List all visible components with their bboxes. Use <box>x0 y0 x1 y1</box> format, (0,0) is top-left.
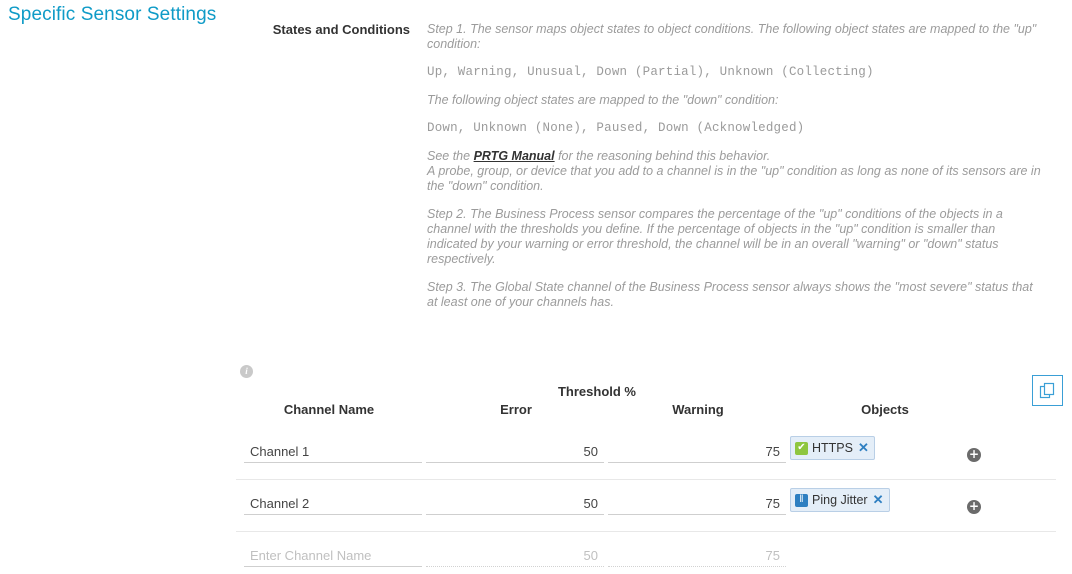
error-threshold-input[interactable] <box>426 494 604 515</box>
table-row <box>236 480 1056 532</box>
copy-icon <box>1039 382 1056 399</box>
threshold-column-group-header: Threshold % <box>557 384 636 399</box>
manual-prefix: See the <box>427 149 474 163</box>
table-row-new <box>236 532 1056 574</box>
help-text-block <box>427 22 1043 323</box>
copy-button[interactable] <box>1032 375 1063 406</box>
warning-threshold-input[interactable] <box>608 442 786 463</box>
object-chip-label: Ping Jitter <box>812 493 868 507</box>
help-manual-note: A probe, group, or device that you add to a channel is in the "up" condition as long as none of its sensors are in the "down" condition. <box>427 164 1041 193</box>
new-warning-threshold-input[interactable] <box>608 546 786 567</box>
add-object-button[interactable]: + <box>968 499 980 513</box>
help-step2: Step 2. The Business Process sensor compares the percentage of the "up" conditions of the objects in a channel with the thresholds you define. If the percentage of objects in the "up" condition is smaller than indicated by your warning or error threshold, the channel will be in an overall "warning" or "down" status respectively. <box>427 207 1003 266</box>
add-object-button[interactable]: + <box>968 447 980 461</box>
prtg-manual-link[interactable]: PRTG Manual <box>473 149 555 163</box>
error-threshold-input[interactable] <box>426 442 604 463</box>
info-icon[interactable]: i <box>240 365 253 378</box>
help-down-intro: The following object states are mapped to the "down" condition: <box>427 93 779 107</box>
status-badge-up-icon: ✔ <box>795 442 808 455</box>
warning-threshold-input[interactable] <box>608 494 786 515</box>
column-header-channel-name: Channel Name <box>283 402 375 417</box>
new-error-threshold-input[interactable] <box>426 546 604 567</box>
channel-name-input[interactable] <box>244 494 422 515</box>
help-up-states: Up, Warning, Unusual, Down (Partial), Unknown (Collecting) <box>427 65 874 79</box>
channel-name-input[interactable] <box>244 442 422 463</box>
section-label-states-and-conditions: States and Conditions <box>272 22 410 37</box>
remove-object-icon[interactable]: ✕ <box>857 440 869 455</box>
column-header-error: Error <box>500 402 532 417</box>
help-step3: Step 3. The Global State channel of the Business Process sensor always shows the "most severe" status that at least one of your channels has. <box>427 280 1033 309</box>
help-step1-intro: Step 1. The sensor maps object states to object conditions. The following object states are mapped to the "up" condition: <box>427 22 1037 51</box>
object-chip[interactable] <box>790 488 890 512</box>
status-badge-paused-icon: ‖ <box>795 494 808 507</box>
table-row <box>236 428 1056 480</box>
help-manual-line <box>427 149 1043 164</box>
help-down-states: Down, Unknown (None), Paused, Down (Acknowledged) <box>427 121 805 135</box>
new-channel-name-input[interactable] <box>244 546 422 567</box>
manual-suffix: for the reasoning behind this behavior. <box>554 149 771 163</box>
remove-object-icon[interactable]: ✕ <box>872 492 884 507</box>
table-header-row <box>236 402 1056 422</box>
object-chip-label: HTTPS <box>812 441 853 455</box>
page-title: Specific Sensor Settings <box>8 4 217 25</box>
column-header-warning: Warning <box>672 402 724 417</box>
column-header-objects: Objects <box>861 402 909 417</box>
object-chip[interactable] <box>790 436 875 460</box>
